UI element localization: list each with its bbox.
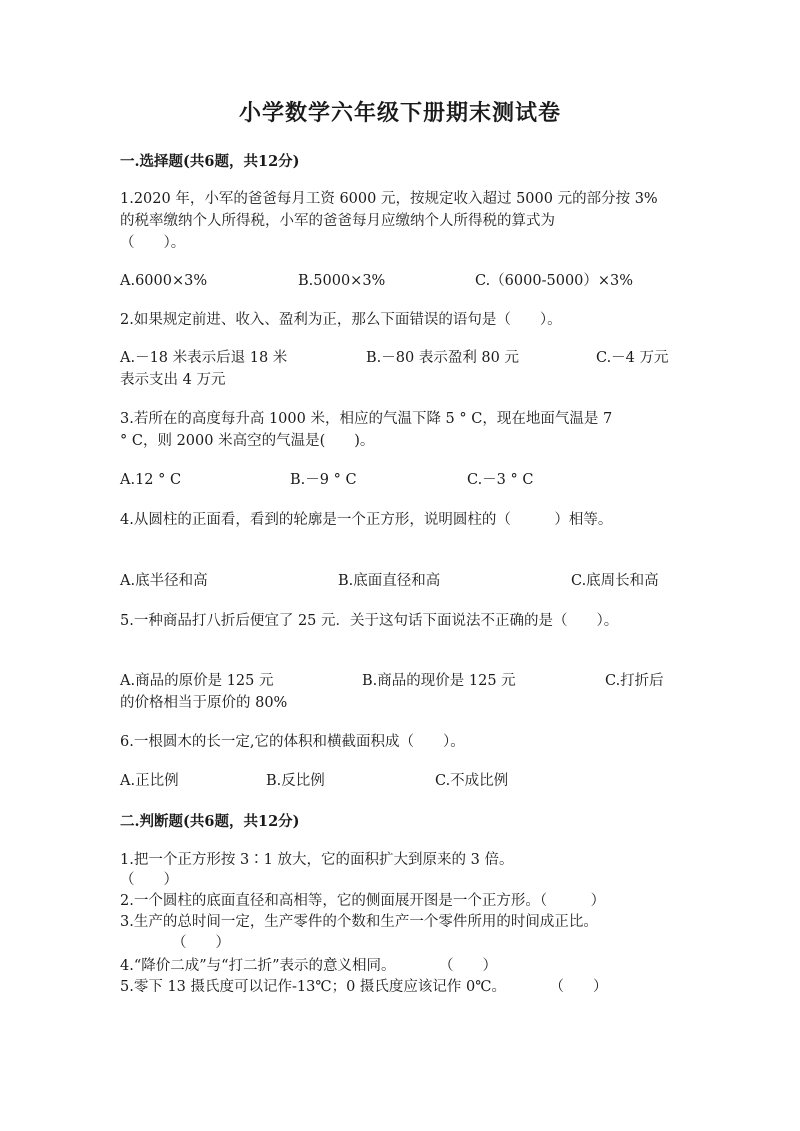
q1-option-a: A.6000×3% — [120, 273, 208, 289]
judge-item-3-blank: （ ） — [172, 935, 230, 951]
q4-option-a: A.底半径和高 — [120, 573, 208, 589]
q1-line-2: 的税率缴纳个人所得税，小军的爸爸每月应缴纳个人所得税的算式为 — [120, 213, 555, 229]
q3-option-b: B.－9 ° C — [290, 472, 357, 488]
q1-line-1: 1.2020 年，小军的爸爸每月工资 6000 元，按规定收入超过 5000 元的部分按 3% — [120, 191, 658, 207]
q3-option-a: A.12 ° C — [120, 472, 182, 488]
q2-option-c: C.－4 万元 — [596, 350, 669, 366]
q3-option-c: C.－3 ° C — [467, 472, 534, 488]
q2-option-c-wrap: 表示支出 4 万元 — [120, 372, 226, 388]
judge-item-1-blank: （ ） — [120, 872, 178, 888]
section-heading-choice: 一.选择题(共6题，共12分) — [120, 153, 300, 170]
q3-line-1: 3.若所在的高度每升高 1000 米，相应的气温下降 5 ° C，现在地面气温是 7 — [120, 411, 613, 427]
q3-line-2: ° C，则 2000 米高空的气温是( )。 — [120, 433, 375, 449]
section-heading-judgement: 二.判断题(共6题，共12分) — [120, 813, 300, 830]
judge-item-2: 2.一个圆柱的底面直径和高相等，它的侧面展开图是一个正方形。（ ） — [120, 893, 606, 909]
q1-line-3: （ ）。 — [120, 235, 186, 251]
q6-option-b: B.反比例 — [266, 773, 325, 789]
judge-item-4: 4.“降价二成”与“打二折”表示的意义相同。 （ ） — [120, 958, 497, 974]
q2-option-a: A.－18 米表示后退 18 米 — [120, 350, 288, 366]
q6-option-c: C.不成比例 — [435, 773, 509, 789]
q6-text: 6.一根圆木的长一定,它的体积和横截面积成（ ）。 — [120, 734, 465, 750]
q5-option-c: C.打折后 — [605, 673, 664, 689]
q1-option-b: B.5000×3% — [298, 273, 386, 289]
q2-text: 2.如果规定前进、收入、盈利为正，那么下面错误的语句是（ ）。 — [120, 312, 562, 328]
q5-text: 5.一种商品打八折后便宜了 25 元．关于这句话下面说法不正确的是（ ）。 — [120, 613, 619, 629]
q4-text: 4.从圆柱的正面看，看到的轮廓是一个正方形，说明圆柱的（ ）相等。 — [120, 512, 613, 528]
q5-option-b: B.商品的现价是 125 元 — [362, 673, 516, 689]
judge-item-5: 5.零下 13 摄氏度可以记作-13℃；0 摄氏度应该记作 0℃。 （ ） — [120, 979, 608, 995]
q1-option-c: C.（6000-5000）×3% — [475, 273, 634, 289]
judge-item-3: 3.生产的总时间一定，生产零件的个数和生产一个零件所用的时间成正比。 — [120, 914, 598, 930]
page-title: 小学数学六年级下册期末测试卷 — [238, 100, 561, 126]
q6-option-a: A.正比例 — [120, 773, 179, 789]
judge-item-1: 1.把一个正方形按 3∶1 放大，它的面积扩大到原来的 3 倍。 — [120, 852, 514, 868]
q2-option-b: B.－80 表示盈利 80 元 — [366, 350, 519, 366]
q4-option-c: C.底周长和高 — [571, 573, 659, 589]
q5-option-c-wrap: 的价格相当于原价的 80% — [120, 695, 288, 711]
q4-option-b: B.底面直径和高 — [338, 573, 441, 589]
q5-option-a: A.商品的原价是 125 元 — [120, 673, 274, 689]
